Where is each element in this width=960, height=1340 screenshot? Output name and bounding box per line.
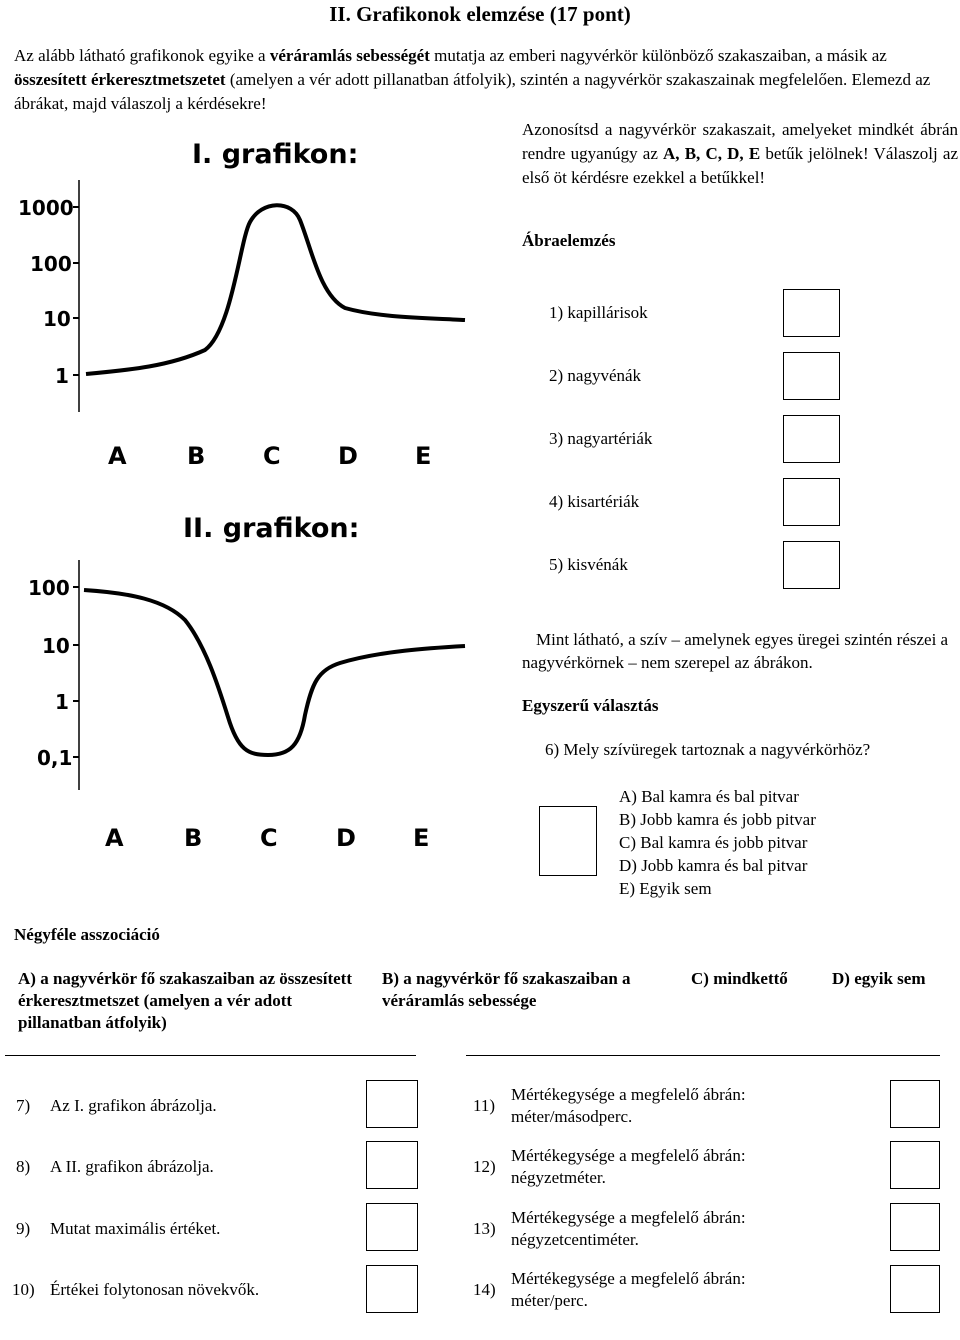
divider-line (5, 1055, 416, 1056)
option-d: D) Jobb kamra és bal pitvar (619, 856, 808, 875)
question-12-text (511, 1145, 746, 1189)
analysis-item-5: 5) kisvénák (549, 555, 628, 574)
analysis-item-3: 3) nagyartériák (549, 429, 653, 448)
answer-box-5[interactable] (783, 541, 840, 589)
option-e: E) Egyik sem (619, 879, 712, 898)
question-14-text (511, 1268, 746, 1312)
answer-box-7[interactable] (366, 1080, 418, 1128)
question-13-text (511, 1207, 746, 1251)
graph-1-tick-label: 100 (30, 252, 72, 276)
answer-box-12[interactable] (890, 1141, 940, 1189)
intro-text-3: (amelyen a vér adott pillanatban átfolyik), szintén a nagyvérkör szakaszainak megfelelően. Elemezd az ábrákat, majd válaszolj a kérdésekre! (14, 70, 931, 113)
graph-1-letter-d: D (338, 442, 358, 470)
question-11-number: 11) (473, 1096, 496, 1115)
analysis-item-1: 1) kapillárisok (549, 303, 648, 322)
association-option-c: C) mindkettő (691, 969, 788, 988)
question-11-line-1: Mértékegysége a megfelelő ábrán: (511, 1085, 746, 1104)
graph-2-letter-e: E (413, 824, 430, 852)
question-7-number: 7) (16, 1096, 31, 1115)
identify-instructions (522, 118, 958, 190)
answer-box-8[interactable] (366, 1141, 418, 1189)
graph-1-letter-c: C (263, 442, 281, 470)
question-11-line-2: méter/másodperc. (511, 1107, 633, 1126)
answer-box-10[interactable] (366, 1265, 418, 1313)
association-heading: Négyféle asszociáció (14, 925, 160, 944)
question-9-text: Mutat maximális értéket. (50, 1219, 221, 1238)
question-7-text: Az I. grafikon ábrázolja. (50, 1096, 217, 1115)
identify-text-1: Azonosítsd a nagyvérkör szakaszait, amelyeket mindkét ábrán rendre ugyanúgy az (522, 120, 958, 163)
analysis-heading: Ábraelemzés (522, 231, 616, 250)
graph-2-tick-label: 10 (42, 634, 70, 658)
graph-1-tick-label: 1 (55, 364, 69, 388)
graph-2 (0, 505, 510, 855)
option-b: B) Jobb kamra és jobb pitvar (619, 810, 816, 829)
graph-1-letter-a: A (108, 442, 127, 470)
intro-bold-1: véráramlás sebességét (269, 46, 430, 65)
question-13-line-1: Mértékegysége a megfelelő ábrán: (511, 1208, 746, 1227)
question-12-line-1: Mértékegysége a megfelelő ábrán: (511, 1146, 746, 1165)
intro-text-2: mutatja az emberi nagyvérkör különböző szakaszaiban, a másik az (429, 46, 887, 65)
intro-text-1: Az alább látható grafikonok egyike a (14, 46, 270, 65)
answer-box-13[interactable] (890, 1203, 940, 1251)
graph-2-tick-label: 1 (55, 690, 69, 714)
intro-paragraph (14, 44, 954, 116)
answer-box-1[interactable] (783, 289, 840, 337)
graph-1-title: I. grafikon: (192, 139, 359, 170)
graph-2-tick-label: 100 (28, 576, 70, 600)
answer-box-2[interactable] (783, 352, 840, 400)
identify-letters: A, B, C, D, E (663, 144, 761, 163)
answer-box-11[interactable] (890, 1080, 940, 1128)
graph-1-letter-e: E (415, 442, 432, 470)
graph-2-title: II. grafikon: (183, 513, 360, 544)
question-13-number: 13) (473, 1219, 496, 1238)
question-8-number: 8) (16, 1157, 31, 1176)
simple-choice-heading: Egyszerű választás (522, 696, 659, 715)
question-14-line-1: Mértékegysége a megfelelő ábrán: (511, 1269, 746, 1288)
identify-text-2: betűk jelölnek! Válaszolj az első öt kérdésre ezekkel a betűkkel! (522, 144, 958, 187)
question-10-text: Értékei folytonosan növekvők. (50, 1280, 260, 1299)
graph-1 (0, 130, 510, 480)
option-c: C) Bal kamra és jobb pitvar (619, 833, 808, 852)
option-a: A) Bal kamra és bal pitvar (619, 787, 799, 806)
question-14-number: 14) (473, 1280, 496, 1299)
question-9-number: 9) (16, 1219, 31, 1238)
answer-box-9[interactable] (366, 1203, 418, 1251)
graph-2-letter-a: A (105, 824, 124, 852)
analysis-item-2: 2) nagyvénák (549, 366, 642, 385)
question-11-text (511, 1084, 746, 1128)
question-12-number: 12) (473, 1157, 496, 1176)
association-option-b: B) a nagyvérkör fő szakaszaiban a véráramlás sebessége (382, 969, 631, 1010)
question-6: 6) Mely szívüregek tartoznak a nagyvérkörhöz? (545, 740, 871, 759)
association-option-d: D) egyik sem (832, 969, 926, 988)
answer-box-3[interactable] (783, 415, 840, 463)
graph-1-tick-label: 1000 (18, 196, 74, 220)
question-12-line-2: négyzetméter. (511, 1168, 606, 1187)
graph-1-curve (86, 205, 465, 374)
graph-2-curve (84, 590, 465, 755)
heart-note: Mint látható, a szív – amelynek egyes üregei szintén részei a nagyvérkörnek – nem szerepel az ábrákon. (522, 630, 949, 672)
graph-2-tick-label: 0,1 (37, 746, 73, 770)
question-10-number: 10) (12, 1280, 35, 1299)
question-14-line-2: méter/perc. (511, 1291, 588, 1310)
analysis-item-4: 4) kisartériák (549, 492, 640, 511)
divider-line (466, 1055, 940, 1056)
question-8-text: A II. grafikon ábrázolja. (50, 1157, 214, 1176)
answer-box-6[interactable] (539, 806, 597, 876)
question-13-line-2: négyzetcentiméter. (511, 1230, 639, 1249)
answer-box-14[interactable] (890, 1265, 940, 1313)
page-title: II. Grafikonok elemzése (17 pont) (329, 2, 631, 26)
graph-1-tick-label: 10 (43, 307, 71, 331)
graph-2-letter-b: B (184, 824, 203, 852)
association-option-a: A) a nagyvérkör fő szakaszaiban az összesített érkeresztmetszet (amelyen a vér adott pillanatban átfolyik) (18, 969, 352, 1032)
intro-bold-2: összesített érkeresztmetszetet (14, 70, 226, 89)
answer-box-4[interactable] (783, 478, 840, 526)
graph-1-letter-b: B (187, 442, 206, 470)
graph-2-letter-c: C (260, 824, 278, 852)
graph-2-letter-d: D (336, 824, 356, 852)
